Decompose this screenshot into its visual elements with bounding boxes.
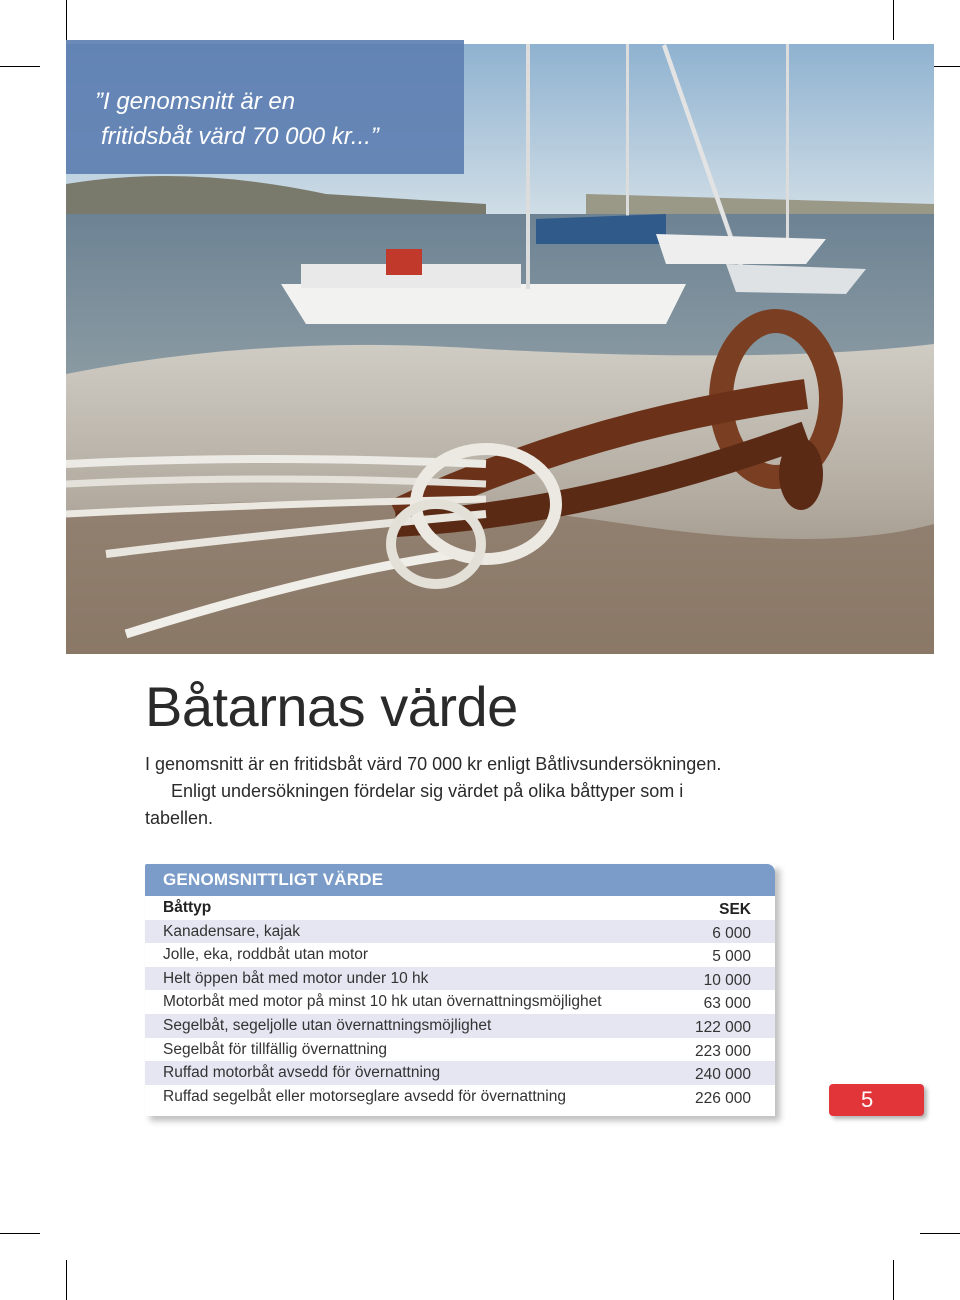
pull-quote (95, 84, 455, 154)
table-row (145, 967, 775, 991)
boat-type-cell: Segelbåt för tillfällig övernattning (163, 1040, 388, 1058)
table-row (145, 943, 775, 967)
value-cell: 6 000 (712, 924, 751, 942)
crop-mark (920, 1233, 960, 1234)
intro-line-1: I genomsnitt är en fritidsbåt värd 70 000 kr enligt Båtlivsundersökningen. (145, 754, 722, 774)
table-row (145, 920, 775, 944)
pull-quote-line-2: fritidsbåt värd 70 000 kr...” (101, 123, 379, 150)
table-row (145, 1038, 775, 1062)
page-title: Båtarnas värde (145, 675, 518, 738)
value-cell: 10 000 (703, 971, 751, 989)
boat-type-cell: Kanadensare, kajak (163, 922, 301, 940)
page-number: 5 (861, 1087, 874, 1112)
boat-type-cell: Ruffad segelbåt eller motorseglare avsedd för övernattning (163, 1087, 566, 1105)
pull-quote-line-1: ”I genomsnitt är en (95, 88, 296, 115)
boat-type-cell: Ruffad motorbåt avsedd för övernattning (163, 1064, 441, 1082)
table-title: GENOMSNITTLIGT VÄRDE (163, 870, 384, 889)
value-cell: 226 000 (694, 1089, 751, 1107)
column-header-boat-type: Båttyp (163, 899, 212, 916)
value-cell: 240 000 (694, 1066, 751, 1084)
boat-type-cell: Motorbåt med motor på minst 10 hk utan övernattningsmöjlighet (163, 993, 602, 1011)
value-cell: 223 000 (694, 1042, 751, 1060)
table-title-bar (145, 864, 775, 896)
crop-mark (66, 0, 67, 40)
crop-mark (893, 0, 894, 40)
value-cell: 122 000 (694, 1018, 751, 1036)
value-cell: 63 000 (703, 995, 751, 1013)
column-header-sek: SEK (719, 901, 751, 918)
page-number-tab (829, 1084, 924, 1116)
crop-mark (0, 66, 40, 67)
intro-line-3: tabellen. (145, 808, 214, 828)
table-row (145, 1061, 775, 1085)
boat-type-cell: Helt öppen båt med motor under 10 hk (163, 969, 429, 987)
table-header-row (145, 896, 775, 920)
value-cell: 5 000 (712, 948, 751, 966)
value-table (145, 864, 775, 1116)
table-row (145, 1085, 775, 1109)
crop-mark (66, 1260, 67, 1300)
boat-type-cell: Segelbåt, segeljolle utan övernattningsmöjlighet (163, 1016, 492, 1034)
table-row (145, 1014, 775, 1038)
crop-mark (893, 1260, 894, 1300)
intro-line-2: Enligt undersökningen fördelar sig värdet på olika båttyper som i (171, 781, 684, 801)
intro-paragraph (145, 751, 805, 832)
table-row (145, 990, 775, 1014)
crop-mark (0, 1233, 40, 1234)
boat-type-cell: Jolle, eka, roddbåt utan motor (163, 946, 369, 964)
